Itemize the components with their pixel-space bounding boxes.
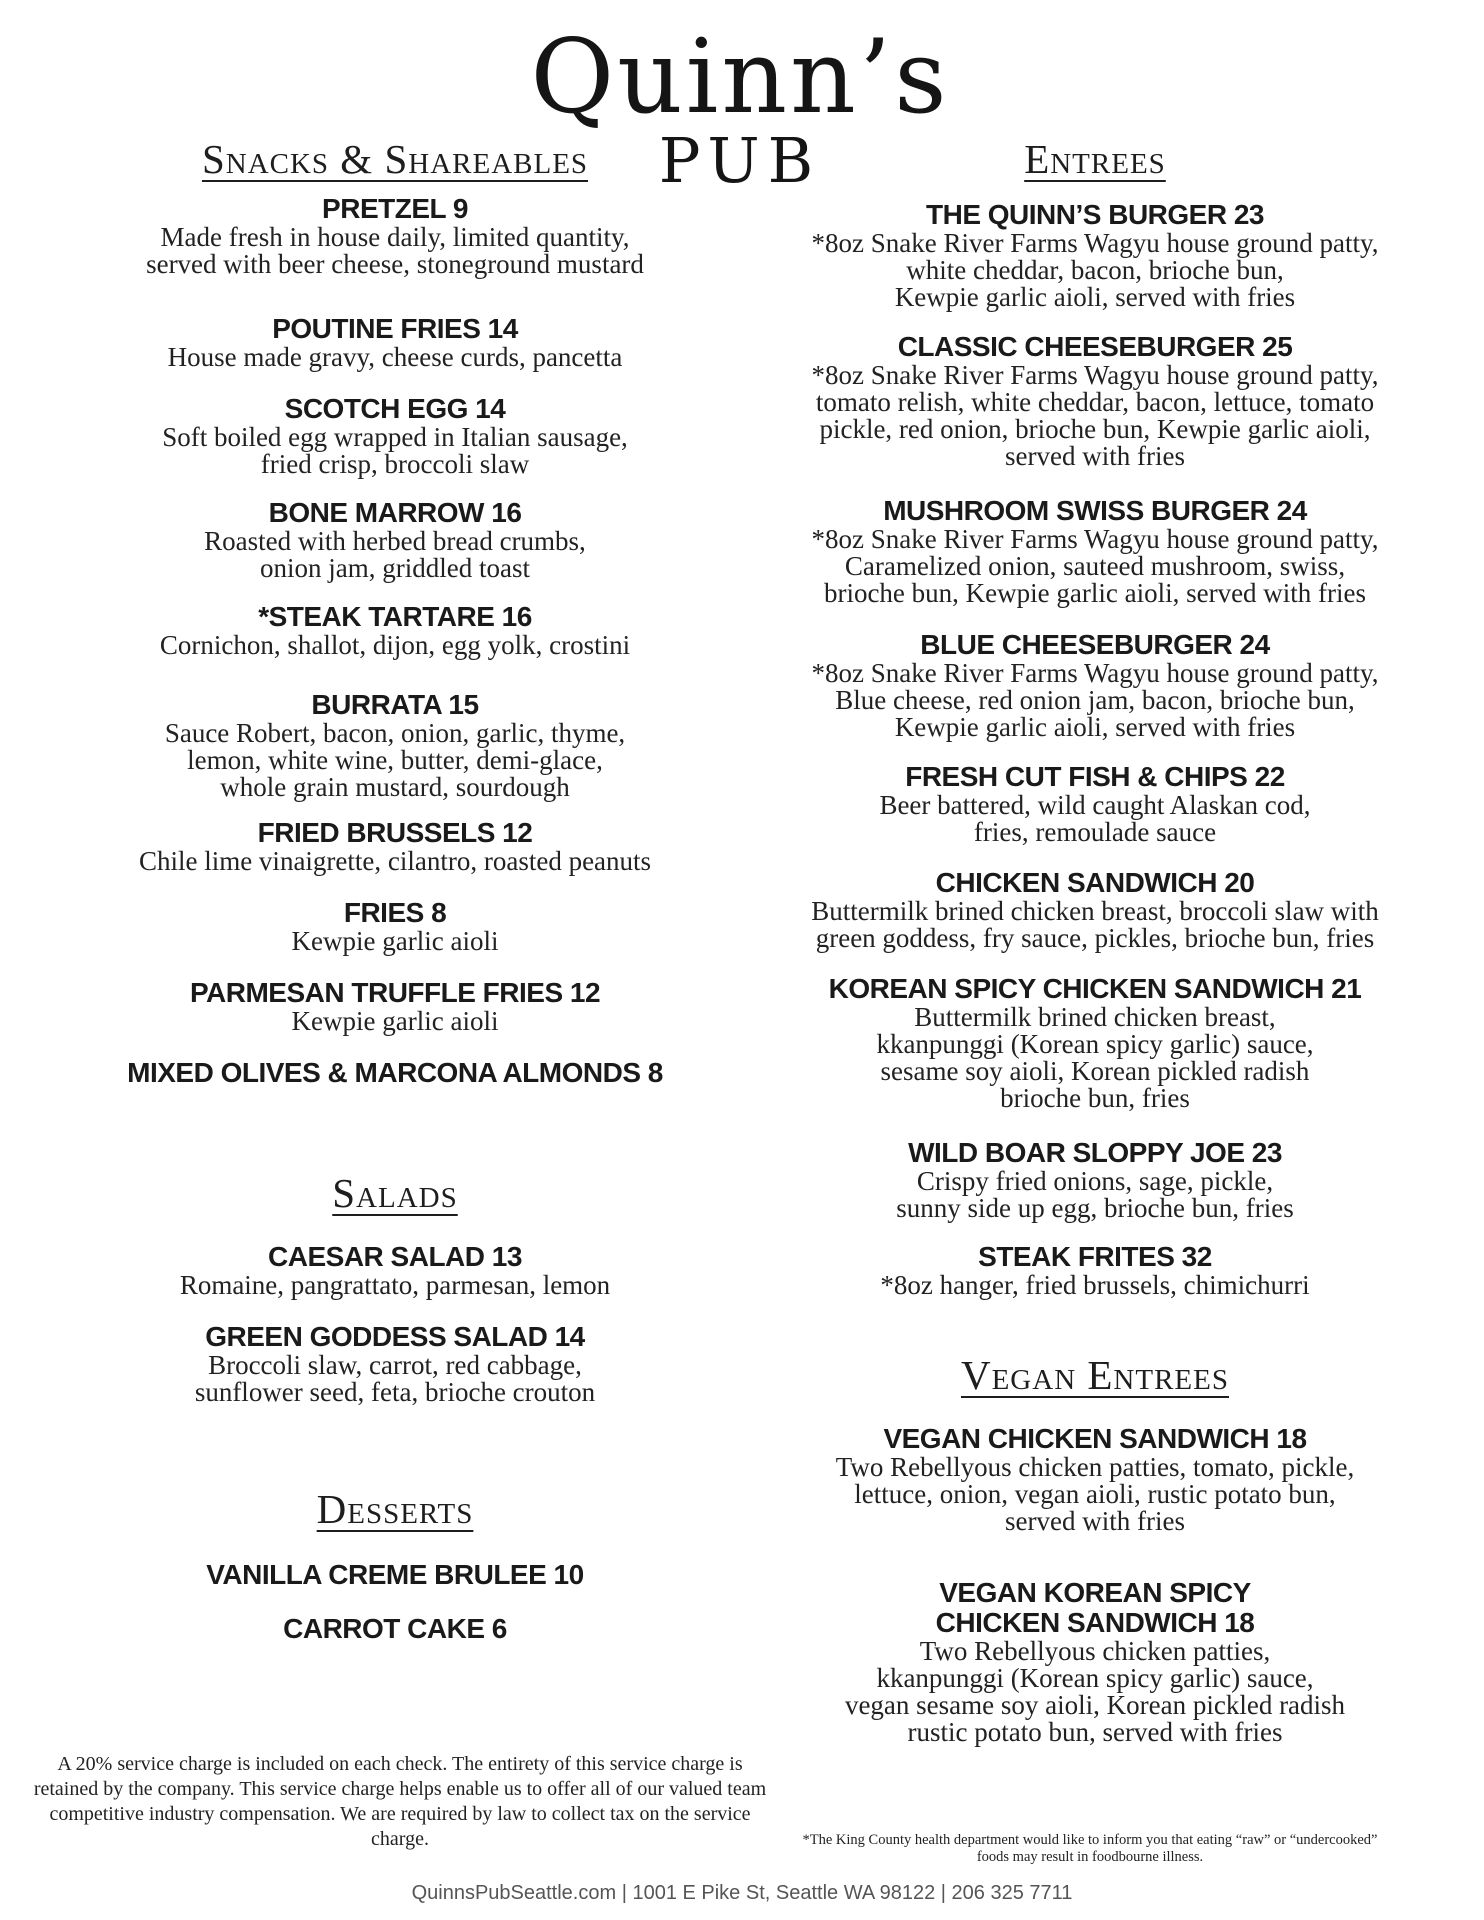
- menu-item-name: BONE MARROW 16: [268, 497, 522, 528]
- menu-item-name: VEGAN KOREAN SPICY CHICKEN SANDWICH 18: [935, 1577, 1255, 1638]
- menu-item-description: Made fresh in house daily, limited quantity,: [160, 222, 630, 252]
- menu-item-description: Two Rebellyous chicken patties,: [919, 1636, 1271, 1666]
- menu-item-name: BLUE CHEESEBURGER 24: [920, 629, 1270, 660]
- menu-item: [775, 332, 1415, 470]
- menu-item-description: Broccoli slaw, carrot, red cabbage,: [208, 1350, 582, 1380]
- right-column: [775, 0, 1415, 1747]
- menu-item: [775, 1578, 1415, 1746]
- menu-item-description: Chile lime vinaigrette, cilantro, roasted peanuts: [138, 846, 652, 876]
- menu-item-description: Kewpie garlic aioli: [291, 1006, 499, 1036]
- menu-item-description: Crispy fried onions, sage, pickle,: [916, 1166, 1274, 1196]
- menu-item-name: FRESH CUT FISH & CHIPS 22: [905, 761, 1285, 792]
- menu-item-name: GREEN GODDESS SALAD 14: [205, 1321, 585, 1352]
- menu-item-description: *8oz Snake River Farms Wagyu house ground patty,: [811, 658, 1379, 688]
- menu-item-name: THE QUINN’S BURGER 23: [926, 199, 1264, 230]
- menu-item-description: served with fries: [1005, 1506, 1185, 1536]
- menu-item-description: Soft boiled egg wrapped in Italian sausage,: [162, 422, 628, 452]
- menu-item-description: white cheddar, bacon, brioche bun,: [906, 255, 1284, 285]
- menu-item-description: lemon, white wine, butter, demi-glace,: [187, 745, 603, 775]
- logo-name: Quinn’s: [530, 18, 950, 137]
- menu-item-description: whole grain mustard, sourdough: [220, 772, 570, 802]
- menu-item-name: CARROT CAKE 6: [283, 1613, 507, 1644]
- menu-item-description: Buttermilk brined chicken breast, broccoli slaw with: [811, 896, 1379, 926]
- menu-item-description: served with beer cheese, stoneground mustard: [146, 249, 644, 279]
- menu-item-description: *8oz Snake River Farms Wagyu house ground patty,: [811, 524, 1379, 554]
- menu-item-description: *8oz Snake River Farms Wagyu house ground patty,: [811, 360, 1379, 390]
- menu-item: [775, 974, 1415, 1112]
- menu-item-name: SCOTCH EGG 14: [284, 393, 506, 424]
- menu-item-description: Buttermilk brined chicken breast,: [914, 1002, 1276, 1032]
- menu-item: [100, 1560, 690, 1590]
- menu-item: [775, 496, 1415, 607]
- menu-item-description: Sauce Robert, bacon, onion, garlic, thyme,: [164, 718, 626, 748]
- menu-item-description: sunny side up egg, brioche bun, fries: [896, 1193, 1294, 1223]
- menu-item: [100, 1614, 690, 1644]
- menu-item-description: brioche bun, fries: [1000, 1083, 1190, 1113]
- section-title-salads: Salads: [332, 1170, 458, 1216]
- menu-item: [775, 1242, 1415, 1299]
- health-note: *The King County health department would like to inform you that eating “raw” or “undercooked” foods may result in foodbourne illness.: [802, 1832, 1378, 1865]
- menu-item-description: Two Rebellyous chicken patties, tomato, pickle,: [835, 1452, 1355, 1482]
- menu-item-description: kkanpunggi (Korean spicy garlic) sauce,: [876, 1029, 1314, 1059]
- menu-item-description: green goddess, fry sauce, pickles, brioche bun, fries: [815, 923, 1375, 953]
- menu-item-name: MIXED OLIVES & MARCONA ALMONDS 8: [127, 1057, 663, 1088]
- menu-item: [775, 1138, 1415, 1222]
- menu-item-description: sesame soy aioli, Korean pickled radish: [880, 1056, 1310, 1086]
- service-charge-note: A 20% service charge is included on each check. The entirety of this service charge is retained by the company. This service charge helps enable us to offer all of our valued team competitive industry compensation. We are required by law to collect tax on the service charge.: [33, 1753, 767, 1850]
- menu-item-description: rustic potato bun, served with fries: [907, 1717, 1283, 1747]
- menu-item-description: Kewpie garlic aioli, served with fries: [894, 282, 1296, 312]
- menu-item-name: POUTINE FRIES 14: [272, 313, 518, 344]
- menu-item-description: pickle, red onion, brioche bun, Kewpie garlic aioli,: [819, 414, 1371, 444]
- menu-item: [100, 498, 690, 582]
- menu-item-description: *8oz Snake River Farms Wagyu house ground patty,: [811, 228, 1379, 258]
- section-title-vegan: Vegan Entrees: [960, 1352, 1229, 1398]
- menu-item: [100, 690, 690, 801]
- section-title-snacks: Snacks & Shareables: [201, 136, 589, 182]
- left-column: [100, 0, 690, 1740]
- menu-item-description: House made gravy, cheese curds, pancetta: [167, 342, 623, 372]
- menu-item-description: served with fries: [1005, 441, 1185, 471]
- menu-item-description: *8oz hanger, fried brussels, chimichurri: [880, 1270, 1310, 1300]
- menu-item-description: brioche bun, Kewpie garlic aioli, served with fries: [823, 578, 1367, 608]
- menu-item-name: WILD BOAR SLOPPY JOE 23: [908, 1137, 1282, 1168]
- menu-item-description: Beer battered, wild caught Alaskan cod,: [879, 790, 1311, 820]
- menu-item-name: STEAK FRITES 32: [978, 1241, 1212, 1272]
- menu-item-name: FRIES 8: [343, 897, 447, 928]
- contact-footer: QuinnsPubSeattle.com | 1001 E Pike St, Seattle WA 98122 | 206 325 7711: [411, 1882, 1073, 1904]
- menu-item-name: PARMESAN TRUFFLE FRIES 12: [189, 977, 601, 1008]
- menu-item-description: kkanpunggi (Korean spicy garlic) sauce,: [876, 1663, 1314, 1693]
- menu-item-name: FRIED BRUSSELS 12: [257, 817, 533, 848]
- menu-item-description: lettuce, onion, vegan aioli, rustic potato bun,: [854, 1479, 1336, 1509]
- menu-item-name: CLASSIC CHEESEBURGER 25: [897, 331, 1293, 362]
- logo-pub: PUB: [658, 124, 822, 197]
- menu-item: [100, 978, 690, 1035]
- menu-item-description: sunflower seed, feta, brioche crouton: [194, 1377, 596, 1407]
- menu-item: [775, 762, 1415, 846]
- menu-item-description: fries, remoulade sauce: [973, 817, 1217, 847]
- menu-item-name: *STEAK TARTARE 16: [258, 601, 532, 632]
- menu-item-name: VANILLA CREME BRULEE 10: [206, 1559, 584, 1590]
- menu-item: [775, 630, 1415, 741]
- menu-item-description: Roasted with herbed bread crumbs,: [204, 526, 586, 556]
- menu-item: [100, 602, 690, 659]
- menu-item-description: tomato relish, white cheddar, bacon, lettuce, tomato: [815, 387, 1375, 417]
- menu-item-description: Romaine, pangrattato, parmesan, lemon: [179, 1270, 611, 1300]
- menu-item: [100, 394, 690, 478]
- menu-item: [100, 194, 690, 278]
- section-title-entrees: Entrees: [1024, 136, 1166, 182]
- menu-item-name: PRETZEL 9: [322, 193, 468, 224]
- menu-item-description: Blue cheese, red onion jam, bacon, brioche bun,: [835, 685, 1355, 715]
- menu-item-name: CAESAR SALAD 13: [268, 1241, 522, 1272]
- menu-item: [100, 818, 690, 875]
- menu-item-description: onion jam, griddled toast: [260, 553, 530, 583]
- menu-item-name: CHICKEN SANDWICH 20: [935, 867, 1255, 898]
- menu-item: [775, 1424, 1415, 1535]
- menu-item: [775, 868, 1415, 952]
- menu-item-description: Caramelized onion, sauteed mushroom, swiss,: [844, 551, 1346, 581]
- menu-item-name: BURRATA 15: [311, 689, 479, 720]
- menu-item: [775, 200, 1415, 311]
- menu-item: [100, 1242, 690, 1299]
- menu-item-description: Cornichon, shallot, dijon, egg yolk, crostini: [159, 630, 631, 660]
- menu-item: [100, 314, 690, 371]
- menu-item-description: Kewpie garlic aioli: [291, 926, 499, 956]
- menu-item-description: Kewpie garlic aioli, served with fries: [894, 712, 1296, 742]
- menu-item-name: KOREAN SPICY CHICKEN SANDWICH 21: [828, 973, 1362, 1004]
- menu-item: [100, 1058, 690, 1088]
- section-title-desserts: Desserts: [316, 1486, 474, 1532]
- menu-item-description: vegan sesame soy aioli, Korean pickled radish: [844, 1690, 1346, 1720]
- menu-item-name: VEGAN CHICKEN SANDWICH 18: [883, 1423, 1307, 1454]
- menu-item-name: MUSHROOM SWISS BURGER 24: [883, 495, 1307, 526]
- menu-item: [100, 898, 690, 955]
- menu-item-description: fried crisp, broccoli slaw: [260, 449, 530, 479]
- menu-item: [100, 1322, 690, 1406]
